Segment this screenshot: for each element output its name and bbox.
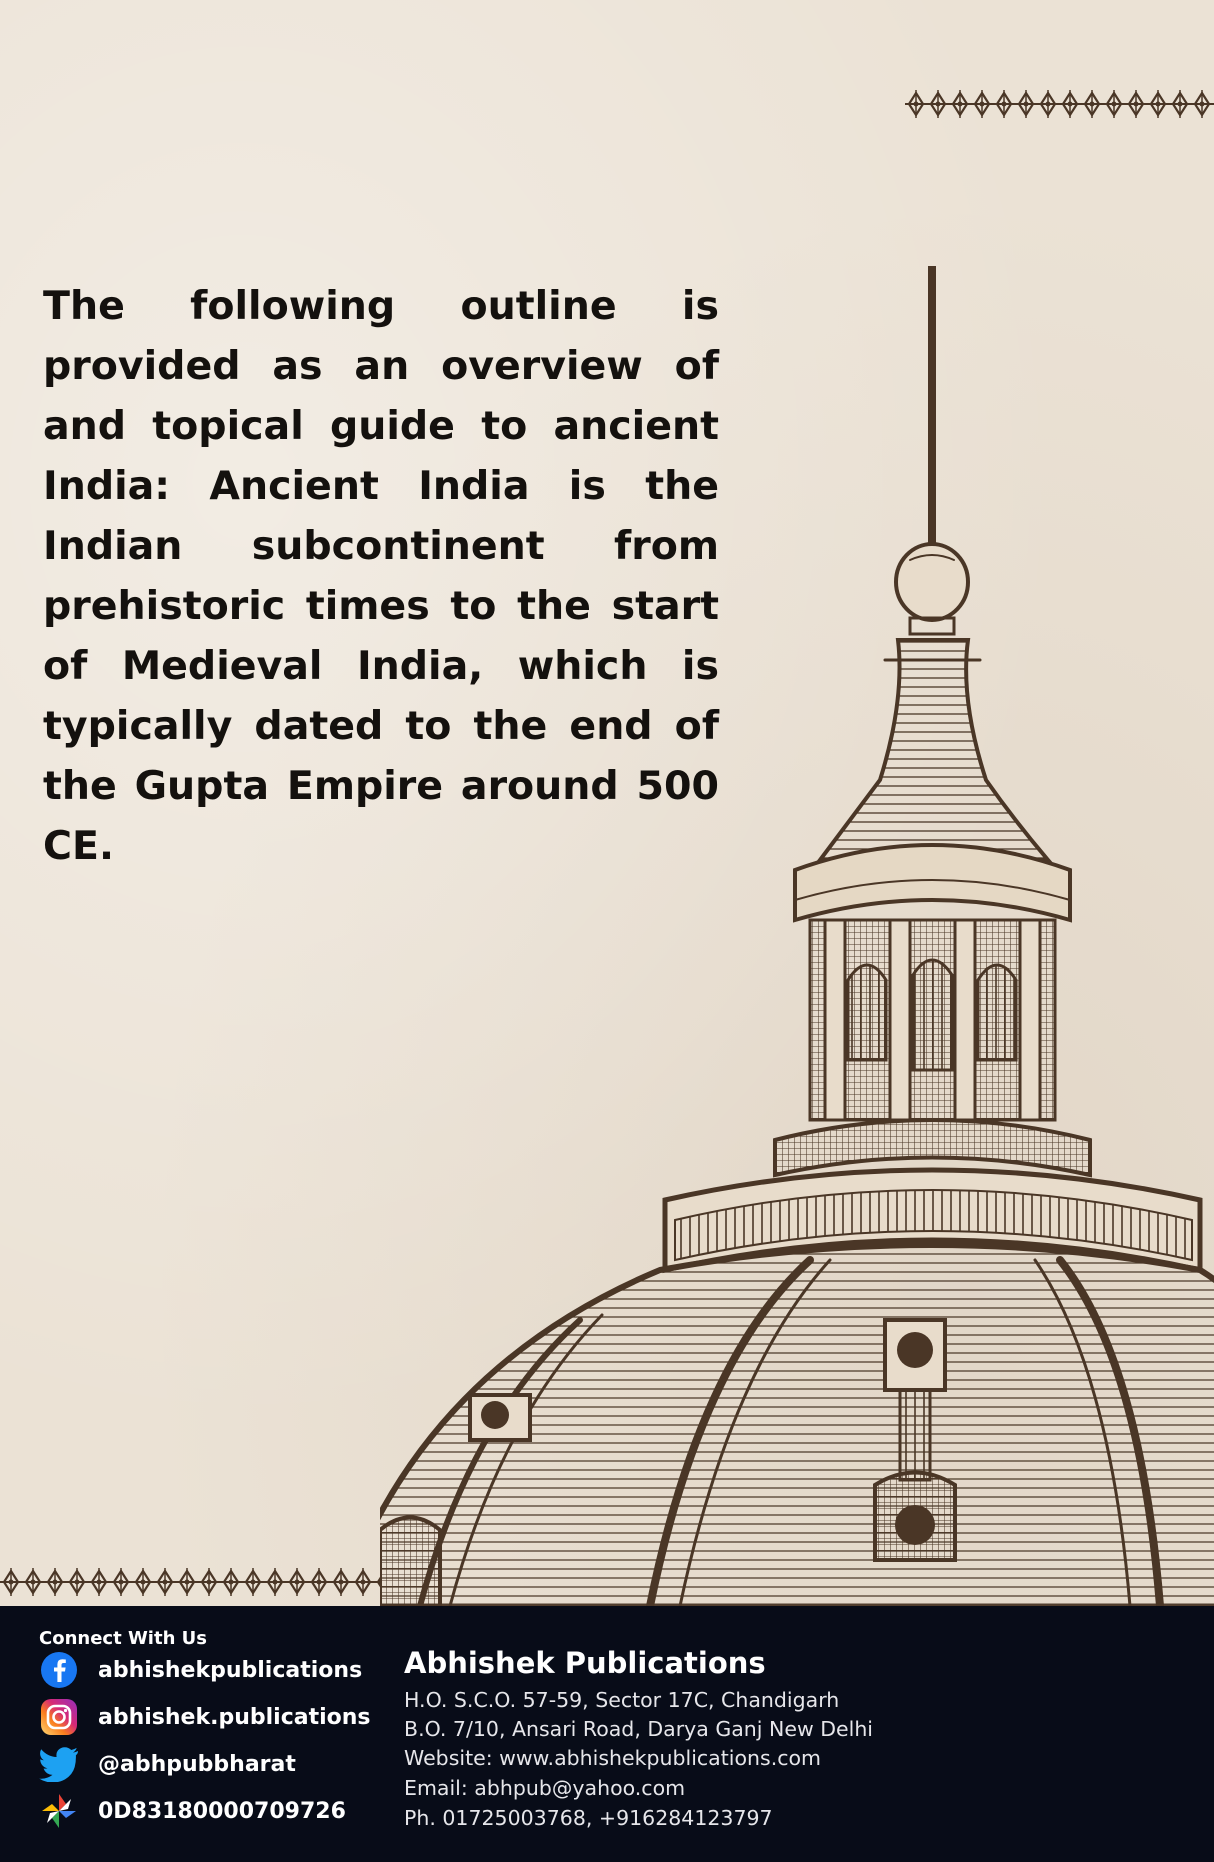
connect-title: Connect With Us: [39, 1628, 207, 1649]
facebook-handle: abhishekpublications: [98, 1657, 363, 1683]
email-link[interactable]: Email: abhpub@yahoo.com: [404, 1776, 686, 1800]
ornament-border-bottom: [0, 1566, 380, 1598]
twitter-handle: @abhpubbharat: [98, 1751, 296, 1777]
publisher-name: Abhishek Publications: [404, 1646, 766, 1680]
intro-paragraph: The following outline is provided as an overview of and topical guide to ancient India: Ancient India is the Indian subcontinent from prehistoric times to the start of Medieval India, which is typically dated to the end of the Gupta Empire around 500 CE.: [43, 283, 719, 869]
social-link-twitter[interactable]: [38, 1743, 296, 1785]
ornament-border-top: [905, 88, 1214, 120]
koo-id: 0D83180000709726: [98, 1798, 346, 1824]
branch-office-address: B.O. 7/10, Ansari Road, Darya Ganj New Delhi: [404, 1717, 874, 1741]
instagram-icon: [38, 1696, 80, 1738]
pinwheel-icon: [38, 1790, 80, 1832]
social-link-koo[interactable]: [38, 1790, 346, 1832]
social-link-facebook[interactable]: [38, 1649, 362, 1691]
website-link[interactable]: Website: www.abhishekpublications.com: [404, 1746, 821, 1770]
footer: [0, 1606, 1214, 1862]
phone-numbers: Ph. 01725003768, +916284123797: [404, 1806, 773, 1830]
instagram-handle: abhishek.publications: [98, 1704, 371, 1730]
twitter-icon: [38, 1743, 80, 1785]
facebook-icon: [38, 1649, 80, 1691]
head-office-address: H.O. S.C.O. 57-59, Sector 17C, Chandigarh: [404, 1688, 840, 1712]
social-link-instagram[interactable]: [38, 1696, 371, 1738]
